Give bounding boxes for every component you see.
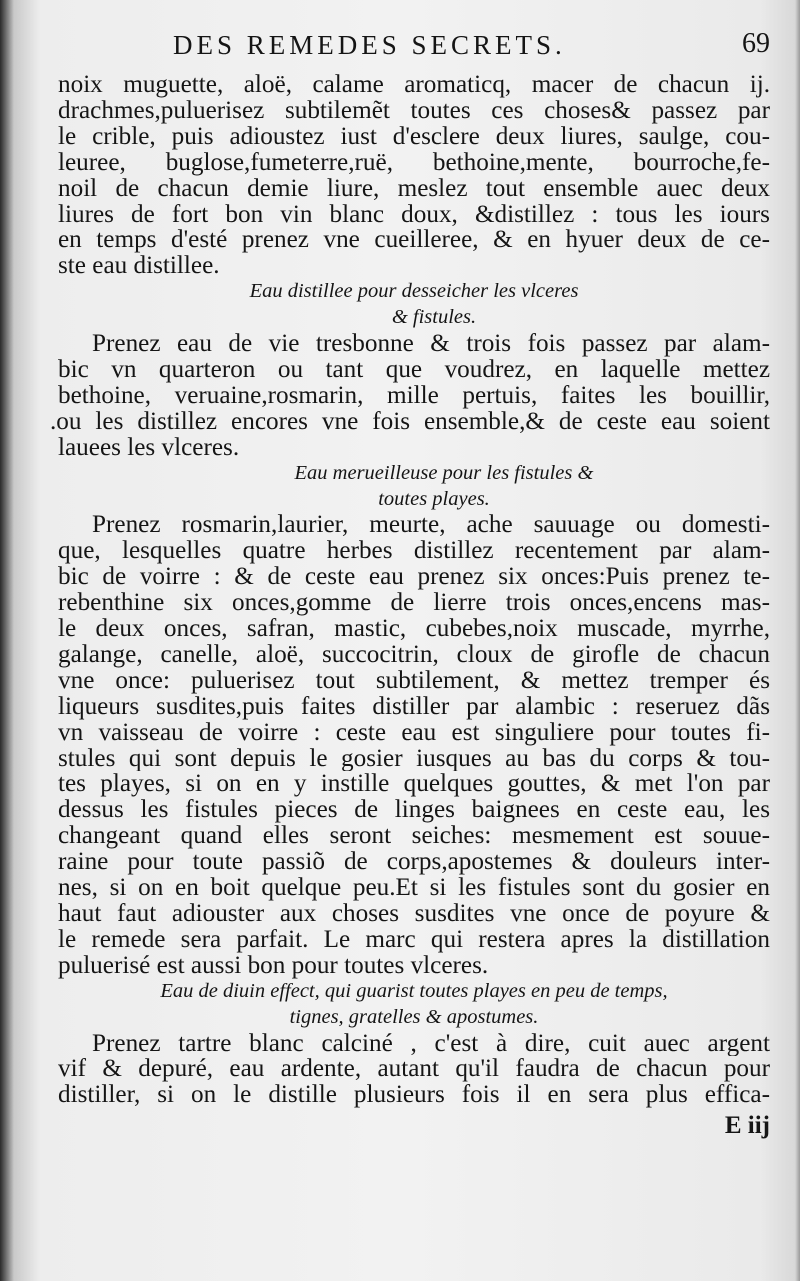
text-line: vif & depuré, eau ardente, autant qu'il faudra de chacun pour xyxy=(58,1056,770,1083)
page-header xyxy=(58,28,770,72)
recipe-paragraph xyxy=(50,331,770,461)
text-line: lauees les vlceres. xyxy=(58,434,240,461)
text-line: puluerisé est aussi bon pour toutes vlceres. xyxy=(58,952,489,979)
text-line: le deux onces, safran, mastic, cubebes,noix muscade, myrrhe, xyxy=(58,616,770,642)
heading-line: toutes playes. xyxy=(378,487,490,510)
text-line: haut faut adiouster aux choses susdites vne once de poyure & xyxy=(58,901,770,927)
text-line: que, lesquelles quatre herbes distillez recentement par alam- xyxy=(58,538,770,565)
running-head: DES REMEDES SECRETS. xyxy=(173,30,566,60)
recipe-heading xyxy=(58,461,770,513)
heading-line: tignes, gratelles & apostumes. xyxy=(289,1005,539,1028)
text-line: tes playes, si on en y instille quelques gouttes, & met l'on par xyxy=(58,771,770,798)
text-line: bethoine, veruaine,rosmarin, mille pertuis, faites les bouillir, xyxy=(58,382,770,409)
text-line: changeant quand elles seront seiches: mesmement est souue- xyxy=(58,823,770,850)
text-line: Prenez rosmarin,laurier, meurte, ache sauuage ou domesti- xyxy=(92,512,770,539)
text-line: vn vaisseau de voirre : ceste eau est singuliere pour toutes fi- xyxy=(58,719,770,746)
heading-line: Eau de diuin effect, qui guarist toutes playes en peu de temps, xyxy=(160,979,668,1002)
heading-line: Eau merueilleuse pour les fistules & xyxy=(294,461,594,484)
text-line: noil de chacun demie liure, meslez tout ensemble auec deux xyxy=(58,175,770,202)
text-line: galange, canelle, aloë, succocitrin, cloux de girofle de chacun xyxy=(58,641,770,668)
text-line: nes, si on en boit quelque peu.Et si les fistules sont du gosier en xyxy=(58,875,770,901)
text-line: bic de voirre : & de ceste eau prenez six onces:Puis prenez te- xyxy=(58,564,770,591)
recipe-paragraph xyxy=(58,512,770,978)
text-line: leuree, buglose,fumeterre,ruë, bethoine,mente, bourroche,fe- xyxy=(58,149,770,176)
text-line: ste eau distillee. xyxy=(58,253,220,280)
page-footer xyxy=(58,1108,770,1140)
text-line: .ou les distillez encores vne fois ensemble,& de ceste eau soient xyxy=(50,408,770,435)
text-line: liqueurs susdites,puis faites distiller par alambic : reseruez dãs xyxy=(58,693,770,720)
heading-line: & fistules. xyxy=(391,306,477,329)
text-line: le remede sera parfait. Le marc qui restera apres la distillation xyxy=(58,926,770,953)
text-line: rebenthine six onces,gomme de lierre trois onces,encens mas- xyxy=(58,590,770,617)
paragraph-continuation xyxy=(58,72,770,279)
heading-line: Eau distillee pour desseicher les vlceres xyxy=(249,280,579,303)
text-line: stules qui sont depuis le gosier iusques au bas du corps & tou- xyxy=(58,745,770,772)
recipe-paragraph xyxy=(58,1031,770,1109)
text-line: dessus les fistules pieces de linges baignees en ceste eau, les xyxy=(58,797,770,824)
text-line: noix muguette, aloë, calame aromaticq, macer de chacun ij. xyxy=(58,72,770,98)
text-line: Prenez eau de vie tresbonne & trois fois passez par alam- xyxy=(92,331,770,357)
signature-mark: E iij xyxy=(724,1112,770,1140)
text-line: raine pour toute passiõ de corps,apostemes & douleurs inter- xyxy=(58,849,770,876)
text-line: en temps d'esté prenez vne cueilleree, & en hyuer deux de ce- xyxy=(58,227,770,254)
recipe-heading xyxy=(58,279,770,331)
text-line: liures de fort bon vin blanc doux, &distillez : tous les iours xyxy=(58,201,770,228)
page-content xyxy=(50,28,770,1140)
text-line: drachmes,puluerisez subtilemẽt toutes ces choses& passez par xyxy=(58,97,770,124)
folio-number: 69 xyxy=(742,28,770,59)
text-line: bic vn quarteron ou tant que voudrez, en laquelle mettez xyxy=(58,356,770,383)
text-line: distiller, si on le distille plusieurs fois il en sera plus effica- xyxy=(58,1082,770,1109)
text-line: Prenez tartre blanc calciné , c'est à dire, cuit auec argent xyxy=(92,1030,770,1057)
recipe-heading xyxy=(58,979,770,1031)
text-line: le crible, puis adioustez iust d'esclere deux liures, saulge, cou- xyxy=(58,123,770,150)
text-line: vne once: puluerisez tout subtilement, & mettez tremper és xyxy=(58,667,770,694)
